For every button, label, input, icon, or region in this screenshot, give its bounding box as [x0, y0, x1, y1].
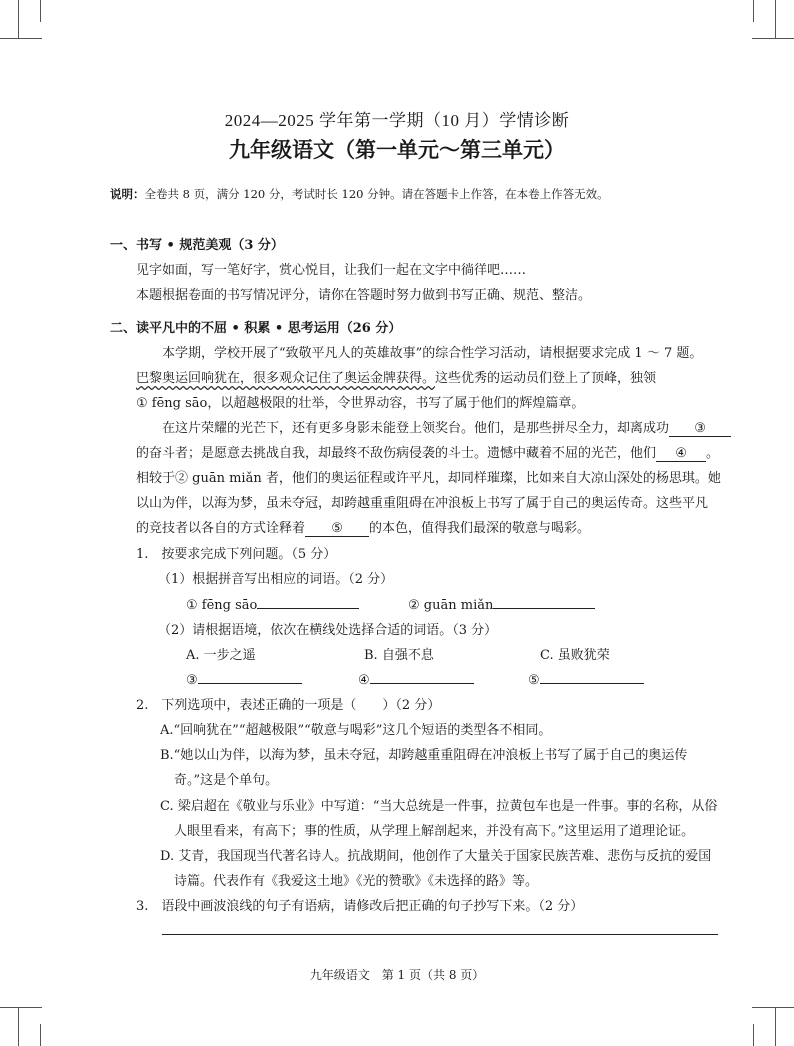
passage-text: 的奋斗者；是愿意去挑战自我，却最终不敌伤病侵袭的斗士。遗憾中藏着不屈的光芒，他们: [136, 446, 657, 461]
option-c: C. 虽败犹荣: [540, 648, 610, 663]
answer-line[interactable]: [162, 934, 718, 935]
question-2-option-d: D. 艾青，我国现当代著名诗人。抗战期间，他创作了大量关于国家民族苦难、悲伤与反抗的爱国: [160, 849, 712, 864]
passage-line: [136, 367, 656, 386]
section-1-line: 本题根据卷面的书写情况评分，请你在答题时努力做到书写正确、规范、整洁。: [136, 288, 592, 303]
passage-line: 相较于② guān miǎn 者，他们的奥运征程或许平凡，却同样璀璨，比如来自大凉山深处的杨思琪。她: [136, 471, 721, 486]
question-2-option-c: C. 梁启超在《敬业与乐业》中写道：“当大总统是一件事，拉黄包车也是一件事。事的名称，从俗: [160, 799, 718, 814]
passage-line: [136, 442, 719, 462]
passage-text: 这些优秀的运动员们登上了顶峰，独领: [435, 371, 657, 386]
passage-text: 的本色，值得我们最深的敬意与喝彩。: [369, 521, 591, 536]
answer-blank[interactable]: [257, 594, 359, 609]
question-1-part-1: （1）根据拼音写出相应的词语。（2 分）: [158, 572, 394, 587]
passage-line: ① fēng sāo，以超越极限的壮举，令世界动容，书写了属于他们的辉煌篇章。: [136, 396, 585, 411]
question-3-stem: 3. 语段中画波浪线的句子有语病，请修改后把正确的句子抄写下来。（2 分）: [136, 899, 584, 914]
wavy-underlined-sentence: 巴黎奥运回响犹在，很多观众记住了奥运金牌获得。: [136, 371, 436, 386]
pinyin-label: ② guān miǎn: [408, 598, 494, 613]
passage-text: 。: [706, 446, 720, 461]
crop-mark: [752, 1007, 794, 1008]
slot-label: ④: [358, 673, 370, 688]
slot-label: ⑤: [528, 673, 540, 688]
choice-slot-3: [186, 669, 302, 688]
question-1-part-2: （2）请根据语境，依次在横线处选择合适的词语。（3 分）: [158, 623, 498, 638]
question-2-option-d-cont: 诗篇。代表作有《我爱这土地》《光的赞歌》《未选择的路》等。: [174, 874, 539, 889]
pinyin-item-1: [186, 594, 359, 613]
exam-instructions: [110, 186, 609, 202]
answer-blank[interactable]: [370, 669, 474, 684]
instructions-text: 全卷共 8 页，满分 120 分，考试时长 120 分钟。请在答题卡上作答，在本卷上作答无效。: [144, 187, 609, 201]
crop-mark: [18, 1008, 19, 1046]
exam-subtitle: 九年级语文（第一单元～第三单元）: [229, 137, 565, 162]
question-2-option-b-cont: 奇。”这是个单句。: [174, 773, 279, 788]
section-2-intro: 本学期，学校开展了“致敬平凡人的英雄故事”的综合性学习活动，请根据要求完成 1 ～ 7 题。: [162, 346, 703, 361]
question-1-stem: 1. 按要求完成下列问题。（5 分）: [136, 547, 337, 562]
question-2-option-b: B.“她以山为伴，以海为梦，虽未夺冠，却跨越重重阻碍在冲浪板上书写了属于自己的奥运传: [160, 748, 688, 763]
option-b: B. 自强不息: [364, 648, 434, 663]
passage-line: [162, 417, 731, 437]
instructions-label: 说明：: [110, 187, 145, 201]
crop-mark: [753, 1024, 754, 1046]
crop-mark: [0, 1007, 42, 1008]
passage-line: [136, 517, 590, 537]
crop-mark: [0, 38, 42, 39]
slot-label: ③: [186, 673, 198, 688]
choice-slot-5: [528, 669, 644, 688]
crop-mark: [40, 0, 41, 22]
crop-mark: [775, 0, 776, 38]
answer-blank[interactable]: [540, 669, 644, 684]
answer-blank[interactable]: [493, 594, 595, 609]
question-2-option-a: A.“回响犹在”“超越极限”“敬意与喝彩”这几个短语的类型各不相同。: [160, 723, 552, 738]
section-2-heading: 二、读平凡中的不屈 • 积累 • 思考运用（26 分）: [110, 321, 402, 336]
pinyin-label: ① fēng sāo: [186, 598, 258, 613]
section-1-line: 见字如面，写一笔好字，赏心悦目，让我们一起在文字中徜徉吧……: [136, 263, 527, 278]
fill-blank-5: ⑤: [305, 521, 369, 537]
crop-mark: [18, 0, 19, 38]
question-2-stem: 2. 下列选项中，表述正确的一项是（ ）（2 分）: [136, 698, 441, 713]
fill-blank-3: ③: [669, 421, 731, 437]
passage-text: 在这片荣耀的光芒下，还有更多身影未能登上领奖台。他们，是那些拼尽全力，却离成功: [162, 421, 670, 436]
option-a: A. 一步之遥: [186, 648, 256, 663]
section-1-heading: 一、书写 • 规范美观（3 分）: [110, 238, 284, 253]
crop-mark: [775, 1008, 776, 1046]
fill-blank-4: ④: [656, 446, 706, 462]
question-2-option-c-cont: 人眼里看来，有高下；事的性质，从学理上解剖起来，并没有高下。”这里运用了道理论证。: [174, 824, 695, 839]
pinyin-item-2: [408, 594, 595, 613]
page-footer: 九年级语文 第 1 页（共 8 页）: [309, 968, 485, 982]
passage-line: 以山为伴，以海为梦，虽未夺冠，却跨越重重阻碍在冲浪板上书写了属于自己的奥运传奇。这些平凡: [136, 496, 709, 511]
crop-mark: [40, 1024, 41, 1046]
exam-title: 2024—2025 学年第一学期（10 月）学情诊断: [224, 111, 570, 130]
answer-blank[interactable]: [198, 669, 302, 684]
choice-slot-4: [358, 669, 474, 688]
crop-mark: [752, 38, 794, 39]
passage-text: 的竞技者以各自的方式诠释着: [136, 521, 306, 536]
crop-mark: [753, 0, 754, 22]
